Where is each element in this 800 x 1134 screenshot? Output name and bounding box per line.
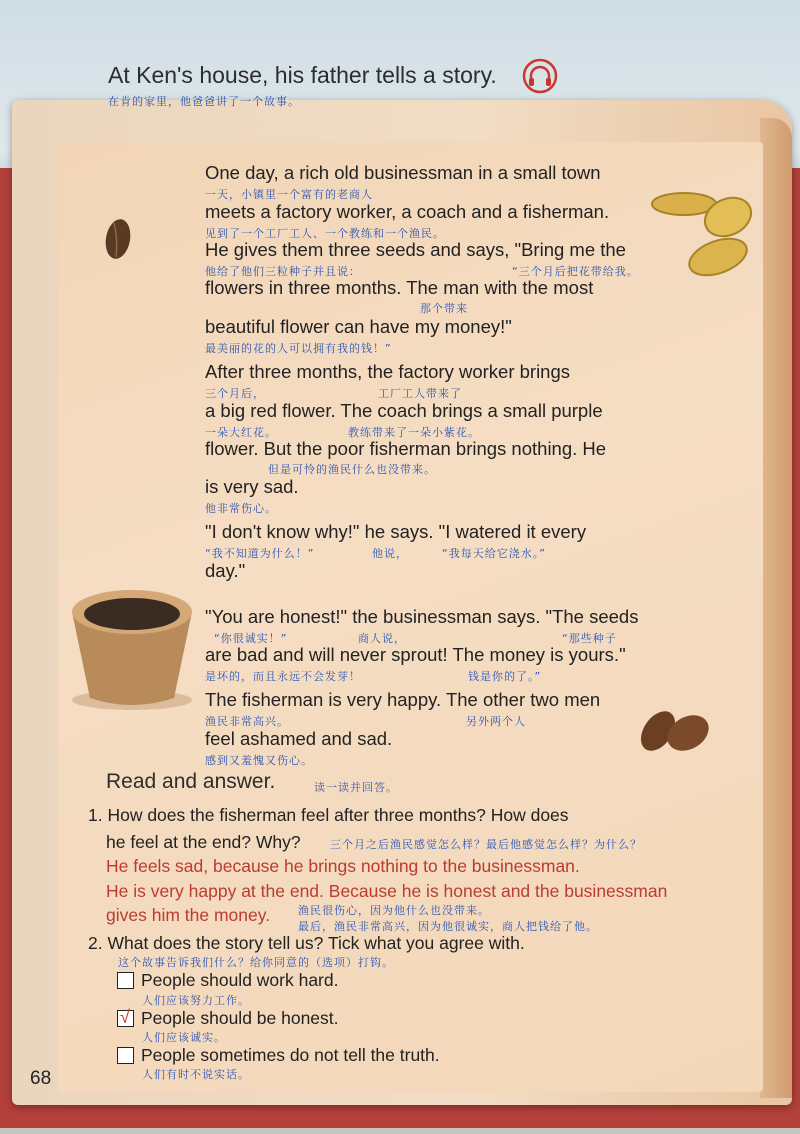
story-line-chinese: 工厂工人带来了 <box>378 387 462 400</box>
story-line-chinese: 那个带来 <box>420 302 468 315</box>
option-chinese: 人们有时不说实话。 <box>142 1068 250 1081</box>
question-2-chinese: 这个故事告诉我们什么？给你同意的（选项）打钩。 <box>118 956 394 969</box>
option-label: People should work hard. <box>141 970 339 990</box>
story-line: "You are honest!" the businessman says. "The seeds <box>205 606 639 627</box>
seed-icon <box>100 215 136 263</box>
answer-line: He feels sad, because he brings nothing to the businessman. <box>106 856 580 876</box>
option-label: People should be honest. <box>141 1008 339 1028</box>
story-line-chinese: 感到又羞愧又伤心。 <box>205 754 313 767</box>
answer-line: gives him the money. <box>106 905 271 925</box>
story-line-chinese: 一天，小镇里一个富有的老商人 <box>205 188 373 201</box>
story-line-chinese: “三个月后把花带给我。 <box>512 265 639 278</box>
checkbox[interactable] <box>117 1047 134 1064</box>
story-line: flowers in three months. The man with the most <box>205 277 594 298</box>
section-title-chinese: 读一读并回答。 <box>314 781 398 794</box>
story-line-chinese: “那些种子 <box>562 632 617 645</box>
story-line: beautiful flower can have my money!" <box>205 316 512 337</box>
story-line: are bad and will never sprout! The money is yours." <box>205 644 626 665</box>
page-curl <box>760 118 792 1098</box>
answer-chinese: 最后，渔民非常高兴，因为他很诚实，商人把钱给了他。 <box>298 920 598 933</box>
option-chinese: 人们应该努力工作。 <box>142 994 250 1007</box>
story-line: day." <box>205 560 246 581</box>
story-line: is very sad. <box>205 476 299 497</box>
check-mark: √ <box>120 1007 130 1027</box>
section-title: Read and answer. <box>106 770 276 793</box>
story-line-chinese: 渔民非常高兴。 <box>205 715 289 728</box>
story-line-chinese: 三个月后， <box>205 387 265 400</box>
headphones-icon[interactable] <box>522 58 558 94</box>
story-line: flower. But the poor fisherman brings nothing. He <box>205 438 607 459</box>
story-line-chinese: 另外两个人 <box>466 715 526 728</box>
story-line-chinese: 钱是你的了。” <box>468 670 542 683</box>
answer-line: He is very happy at the end. Because he is honest and the businessman <box>106 881 668 901</box>
question-2: 2. What does the story tell us? Tick what you agree with. <box>88 933 525 953</box>
flower-pot-icon <box>62 580 202 715</box>
story-line-chinese: 最美丽的花的人可以拥有我的钱！” <box>205 342 392 355</box>
story-line-chinese: 是坏的，而且永远不会发芽！ <box>205 670 361 683</box>
option-chinese: 人们应该诚实。 <box>142 1031 226 1044</box>
story-line: meets a factory worker, a coach and a fisherman. <box>205 201 610 222</box>
page-title: At Ken's house, his father tells a story. <box>108 62 497 88</box>
story-line-chinese: 他给了他们三粒种子并且说： <box>205 265 361 278</box>
story-line: The fisherman is very happy. The other two men <box>205 689 601 710</box>
story-line: a big red flower. The coach brings a small purple <box>205 400 603 421</box>
story-line-chinese: “你很诚实！” <box>214 632 288 645</box>
story-line-chinese: 商人说， <box>358 632 406 645</box>
story-line-chinese: 一朵大红花。 <box>205 426 277 439</box>
answer-chinese: 渔民很伤心，因为他什么也没带来。 <box>298 904 490 917</box>
question-1-chinese: 三个月之后渔民感觉怎么样？最后他感觉怎么样？为什么？ <box>330 838 642 851</box>
question-1: 1. How does the fisherman feel after three months? How does <box>88 805 569 825</box>
story-line-chinese: 教练带来了一朵小紫花。 <box>348 426 480 439</box>
option-label: People sometimes do not tell the truth. <box>141 1045 440 1065</box>
story-line-chinese: “我每天给它浇水。” <box>442 547 546 560</box>
story-line: One day, a rich old businessman in a small town <box>205 162 601 183</box>
story-line-chinese: “我不知道为什么！” <box>205 547 315 560</box>
story-line: After three months, the factory worker brings <box>205 361 571 382</box>
gold-coins-icon <box>648 182 758 280</box>
story-line-chinese: 见到了一个工厂工人、一个教练和一个渔民。 <box>205 227 445 240</box>
checkbox[interactable] <box>117 972 134 989</box>
story-line: He gives them three seeds and says, "Bring me the <box>205 239 626 260</box>
question-1-line2: he feel at the end? Why? <box>106 832 301 852</box>
seeds-icon <box>636 705 712 755</box>
page-title-chinese: 在肯的家里，他爸爸讲了一个故事。 <box>108 95 300 108</box>
story-line: feel ashamed and sad. <box>205 728 393 749</box>
story-line-chinese: 但是可怜的渔民什么也没带来。 <box>268 463 436 476</box>
story-line-chinese: 他非常伤心。 <box>205 502 277 515</box>
page-number: 68 <box>30 1068 52 1089</box>
story-line-chinese: 他说， <box>372 547 408 560</box>
story-line: "I don't know why!" he says. "I watered it every <box>205 521 587 542</box>
checkbox-checked[interactable] <box>117 1007 134 1027</box>
